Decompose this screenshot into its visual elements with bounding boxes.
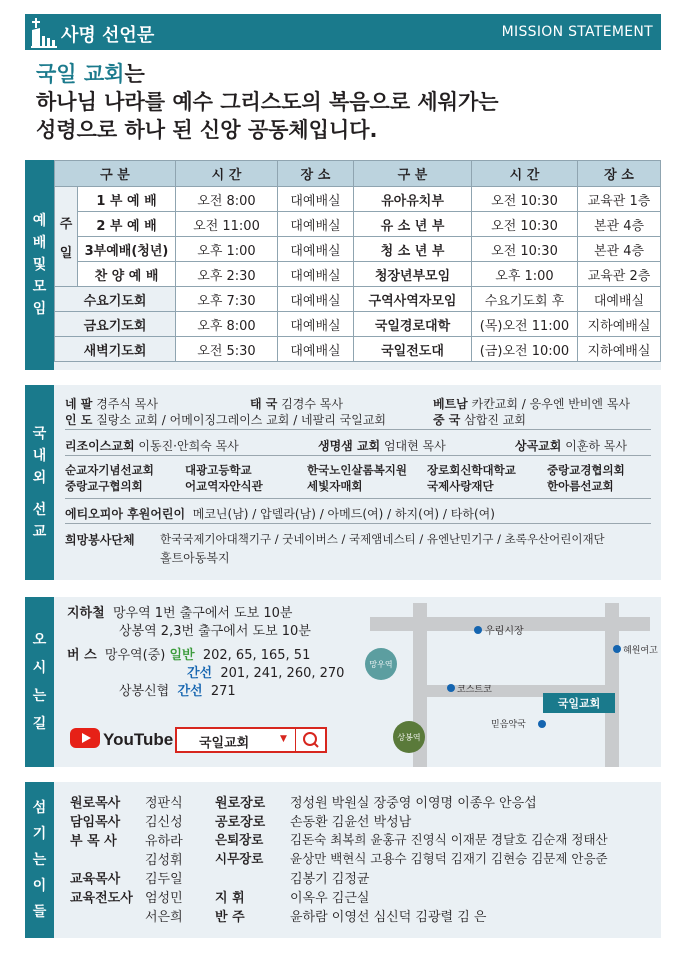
staff-row-right-3: 시무장로 윤상만 백현식 고용수 김형덕 김재기 김현승 김문제 안응준	[215, 851, 608, 866]
staff-row-right-5: 지 휘 이옥우 김근실	[215, 891, 370, 906]
table-row: 주 일 1 부 예 배 오전 8:00 대예배실 유아유치부 오전 10:30 교육관 1층	[55, 187, 661, 212]
header-title: 사명 선언문	[61, 25, 155, 46]
mission-line1: 는	[124, 62, 145, 86]
mission-row-6: 희망봉사단체 한국국제기아대책기구 / 굿네이버스 / 국제앰네스티 / 유엔난민기구 / 초록우산어린이재단 홀트아동복지	[65, 532, 605, 565]
search-button[interactable]	[295, 729, 325, 751]
staff-row-left-0: 원로목사 정판식	[70, 796, 183, 811]
staff-row-right-4: 김봉기 김정균	[290, 872, 370, 887]
table-row: 3부예배(청년) 오후 1:00 대예배실 청 소 년 부 오전 10:30 본관 4층	[55, 237, 661, 262]
staff-row-left-4: 교육목사 김두일	[70, 872, 183, 887]
table-row: 2 부 예 배 오전 11:00 대예배실 유 소 년 부 오전 10:30 본관 4층	[55, 212, 661, 237]
worship-sidebar: 예 배 및 모 임	[25, 160, 54, 370]
staff-section	[25, 782, 661, 938]
missions-sidebar: 국 내 외 선 교	[25, 385, 54, 580]
worship-section	[25, 160, 661, 370]
map-church-label: 국일교회	[557, 697, 601, 710]
mission-row-3: 리조이스교회 이동진·안희숙 목사 생명샘 교회 엄대현 목사 상곡교회 이훈하 목사	[65, 439, 627, 453]
svg-text:YouTube: YouTube	[103, 730, 174, 749]
staff-row-right-6: 반 주 윤하람 이영선 심신덕 김광렬 김 은	[215, 910, 487, 925]
header-subtitle: MISSION STATEMENT	[501, 24, 653, 40]
mission-row-5: 에티오피아 후원어린이 메코닌(남) / 압델라(남) / 아메드(여) / 하지(여) / 타하(여)	[65, 507, 495, 521]
worship-table	[54, 160, 661, 362]
directions-sidebar: 오 시 는 길	[25, 597, 54, 767]
table-row: 새벽기도회 오전 5:30 대예배실 국일전도대 (금)오전 10:00 지하예배실	[55, 337, 661, 362]
staff-row-left-3: 김성휘	[145, 853, 183, 868]
mission-statement	[36, 60, 499, 144]
map-label-school: 혜원여고	[623, 646, 658, 656]
staff-row-left-2: 부 목 사 유하라	[70, 834, 183, 849]
staff-row-right-2: 은퇴장로 김돈숙 최복희 윤홍규 진영식 이재문 경달호 김순재 정태산	[215, 832, 608, 847]
table-row: 금요기도회 오후 8:00 대예배실 국일경로대학 (목)오전 11:00 지하예배실	[55, 312, 661, 337]
church-logo-icon	[29, 16, 59, 48]
youtube-logo[interactable]	[70, 726, 174, 754]
directions-section	[25, 597, 661, 767]
staff-sidebar: 섬 기 는 이 들	[25, 782, 54, 938]
map-label-pharmacy: 믿음약국	[491, 720, 526, 730]
location-map	[335, 597, 661, 767]
staff-row-right-0: 원로장로 정성원 박원실 장중영 이영명 이종우 안응섭	[215, 796, 537, 811]
staff-row-right-1: 공로장로 손동환 김윤선 박성남	[215, 815, 412, 830]
staff-row-left-1: 담임목사 김신성	[70, 815, 183, 830]
header-bar	[25, 14, 661, 50]
youtube-icon	[70, 726, 174, 750]
mission-line3: 성령으로 하나 된 신앙 공동체입니다.	[36, 118, 378, 142]
sunday-label: 주 일	[55, 187, 78, 287]
dropdown-arrow-icon: ▼	[280, 734, 287, 744]
missions-section: 국 내 외 선 교 네 팔 경주식 목사 태 국 김경수 목사 베트남 카칸교회 / 응우엔 반비엔 목사 인 도 질랑소 교회 / 어메이징그레이스 교회 / 네팔리 국일교회 중 국 삼합진 교회 리조이스교회 이동진·안희숙 목사 생명샘 교회 엄대현 목사 상곡교회 이훈하 목사 순교자기념선교회 대광고등학교 한국노인살롬복지원 장로회신학대학교 중랑교경협의회 중랑교구협의회 어교역자안식관 세빛자매회 국제사랑재단 한아름선교회 에티오피아 후원어린이 메코닌(남) / 압델라(남) / 아메드(여) / 하지(여) / 타하(여) 희망봉사단체 한국국제기아대책기구 / 굿네이버스 / 국제앰네스티 / 유엔난민기구 / 초록우산어린이재단 홀트아동복지	[25, 385, 661, 580]
directions-text: 지하철 망우역 1번 출구에서 도보 10분 상봉역 2,3번 출구에서 도보 10분 버 스 망우역(중) 일반 202, 65, 165, 51 간선 201, 241, 260, 270 상봉신협 간선 271	[67, 606, 345, 699]
map-station-sangbong: 상봉역	[397, 733, 421, 742]
table-row: 찬 양 예 배 오후 2:30 대예배실 청장년부모임 오후 1:00 교육관 2층	[55, 262, 661, 287]
map-label-costco: 코스트코	[457, 685, 492, 695]
mission-row-2: 인 도 질랑소 교회 / 어메이징그레이스 교회 / 네팔리 국일교회 중 국 삼합진 교회	[65, 413, 526, 427]
table-row: 수요기도회 오후 7:30 대예배실 구역사역자모임 수요기도회 후 대예배실	[55, 287, 661, 312]
search-input[interactable]: 국일교회 ▼	[175, 727, 327, 753]
staff-row-left-5: 교육전도사 엄성민	[70, 891, 183, 906]
search-icon	[296, 729, 326, 751]
staff-row-left-6: 서은희	[145, 910, 183, 925]
table-header-row: 구 분 시 간 장 소 구 분 시 간 장 소	[55, 161, 661, 187]
mission-line2: 하나님 나라를 예수 그리스도의 복음으로 세워가는	[36, 90, 499, 114]
church-name: 국일 교회	[36, 62, 125, 86]
mission-row-1: 네 팔 경주식 목사 태 국 김경수 목사 베트남 카칸교회 / 응우엔 반비엔 목사	[65, 397, 631, 411]
map-label-market: 우림시장	[485, 626, 524, 637]
map-station-mangwoo: 망우역	[369, 660, 393, 669]
